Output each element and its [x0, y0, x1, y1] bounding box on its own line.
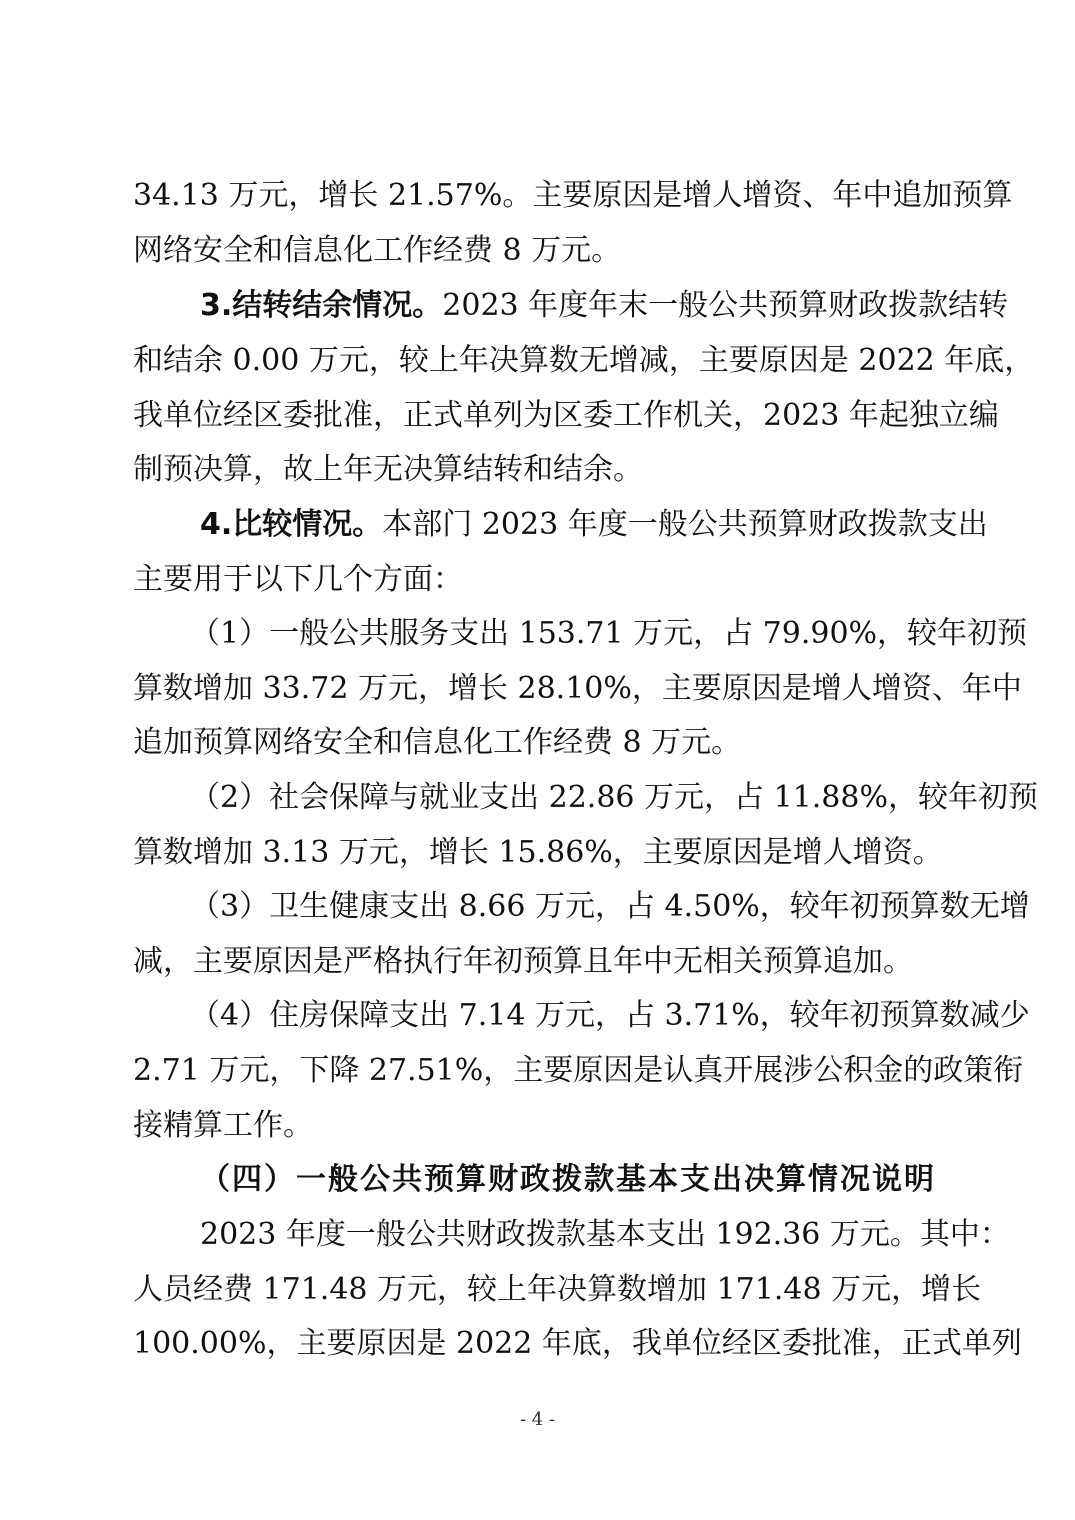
text-line: 制预决算，故上年无决算结转和结余。	[133, 452, 643, 487]
page-number: - 4 -	[519, 1409, 556, 1430]
text-line: 减，主要原因是严格执行年初预算且年中无相关预算追加。	[133, 944, 913, 979]
text-span: 2023 年度年末一般公共预算财政拨款结转	[442, 288, 1009, 323]
text-line: 追加预算网络安全和信息化工作经费 8 万元。	[133, 725, 742, 760]
list-item-4: （4）住房保障支出 7.14 万元，占 3.71%，较年初预算数减少	[190, 998, 1030, 1033]
section-4-line	[200, 505, 988, 545]
text-line: 和结余 0.00 万元，较上年决算数无增减，主要原因是 2022 年底，	[133, 343, 1035, 378]
text-line: 100.00%，主要原因是 2022 年底，我单位经区委批准，正式单列	[133, 1326, 1022, 1361]
text-line: 算数增加 3.13 万元，增长 15.86%，主要原因是增人增资。	[133, 835, 943, 870]
text-line: 34.13 万元，增长 21.57%。主要原因是增人增资、年中追加预算	[133, 178, 1013, 213]
text-line: 我单位经区委批准，正式单列为区委工作机关，2023 年起独立编	[133, 398, 999, 433]
text-line: 网络安全和信息化工作经费 8 万元。	[133, 233, 622, 268]
text-line: 2.71 万元，下降 27.51%，主要原因是认真开展涉公积金的政策衔	[133, 1053, 1024, 1088]
section-4-heading: 4.比较情况。	[200, 507, 383, 542]
list-item-3: （3）卫生健康支出 8.66 万元，占 4.50%，较年初预算数无增	[190, 889, 1030, 924]
text-line: 接精算工作。	[133, 1108, 313, 1143]
text-line: 2023 年度一般公共财政拨款基本支出 192.36 万元。其中：	[200, 1217, 1010, 1252]
section-3-line	[200, 286, 1009, 326]
list-item-2: （2）社会保障与就业支出 22.86 万元，占 11.88%，较年初预	[190, 780, 1038, 815]
text-line: 人员经费 171.48 万元，较上年决算数增加 171.48 万元，增长	[133, 1272, 982, 1307]
section-3-heading: 3.结转结余情况。	[200, 288, 443, 323]
text-line: 算数增加 33.72 万元，增长 28.10%，主要原因是增人增资、年中	[133, 671, 1022, 706]
section-heading: （四）一般公共预算财政拨款基本支出决算情况说明	[200, 1162, 936, 1197]
list-item-1: （1）一般公共服务支出 153.71 万元，占 79.90%，较年初预	[190, 616, 1028, 651]
text-line: 主要用于以下几个方面：	[133, 562, 463, 597]
text-span: 本部门 2023 年度一般公共预算财政拨款支出	[382, 507, 988, 542]
